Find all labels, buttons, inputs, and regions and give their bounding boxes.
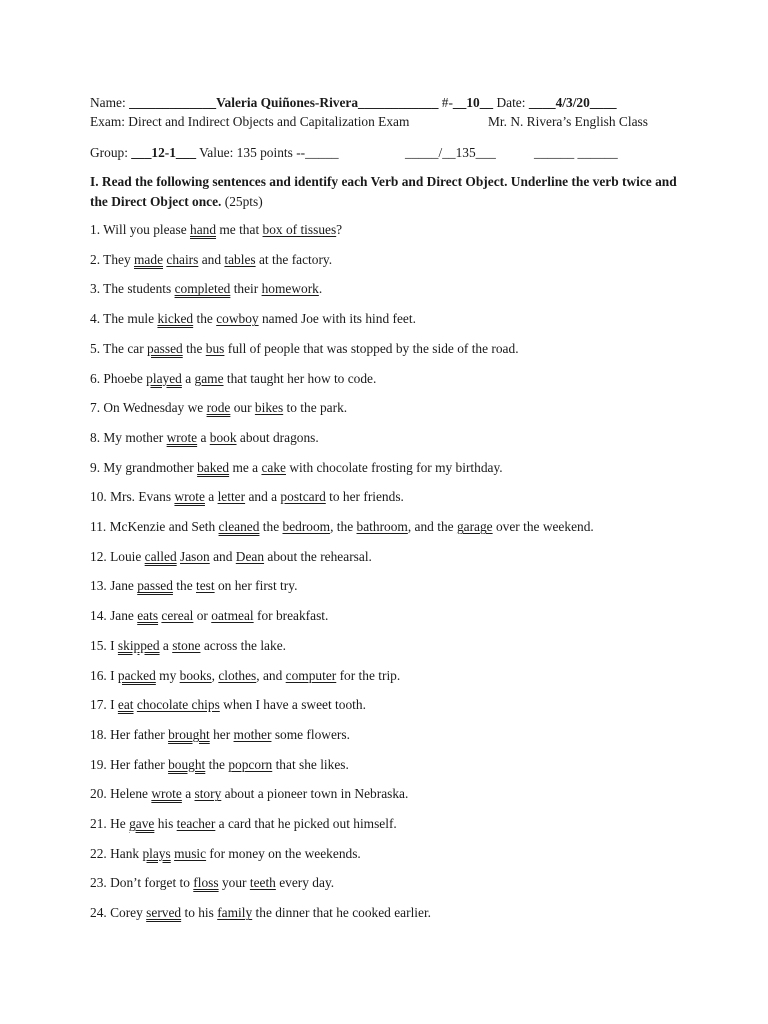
extra-blanks: ______ ______ [534,145,618,160]
question-item [90,371,376,387]
question-item [90,341,519,357]
sentence-text: a [197,429,210,445]
verb-answer: rode [206,400,231,416]
question-item [90,727,350,743]
sentence-text: 15. I [90,637,118,653]
sentence-text: his [154,816,177,831]
name-line [90,95,617,111]
sentence-text: a [204,489,218,505]
question-item [90,578,297,594]
sentence-text: to her friends. [325,489,404,505]
direct-object-answer: cake [261,459,286,475]
sentence-text: 7. On Wednesday we [90,400,207,416]
sentence-text: 16. I [90,667,118,683]
sentence-text: 11. McKenzie and Seth [90,519,219,534]
verb-answer: floss [193,875,219,891]
verb-answer: played [146,370,182,386]
sentence-text: that taught her how to code. [223,370,377,386]
sentence-text: to the park. [283,400,348,416]
class-name: Mr. N. Rivera’s English Class [488,114,648,129]
verb-answer: hand [190,222,217,237]
direct-object-answer: story [194,786,222,802]
number-label: #- [441,95,453,110]
direct-object-answer: chocolate chips [136,697,220,713]
sentence-text: for the trip. [336,667,401,683]
score-total: __135___ [442,145,496,160]
sentence-text: some flowers. [271,726,350,742]
sentence-text: full of people that was stopped by the side of the road. [224,340,519,356]
direct-object-answer: books [179,667,212,683]
verb-answer: baked [197,459,230,475]
sentence-text: 9. My grandmother [90,459,198,475]
verb-answer: gave [129,816,155,831]
score-blank: _____/ [405,145,443,160]
exam-date: ____4/3/20____ [528,95,617,110]
verb-answer: wrote [174,489,205,505]
verb-answer: packed [117,667,156,683]
direct-object-answer: family [217,905,253,921]
direct-object-answer: chairs [166,251,199,267]
group-label: Group: [90,145,128,160]
direct-object-answer: clothes [218,667,257,683]
sentence-text: across the lake. [200,637,286,653]
sentence-text: 13. Jane [90,578,138,594]
sentence-text: 1. Will you please [90,222,190,237]
direct-object-answer: bikes [254,400,284,416]
sentence-text: a [181,786,195,802]
sentence-text: , the [330,519,357,534]
verb-answer: called [144,548,177,564]
direct-object-answer: game [194,370,224,386]
group-value: ___12-1___ [131,145,197,160]
verb-answer: kicked [157,311,194,327]
verb-answer: plays [142,845,171,861]
sentence-text: 3. The students [90,281,175,297]
question-item [90,697,366,713]
verb-answer: wrote [151,786,182,802]
sentence-text: 19. Her father [90,756,169,772]
group-line [90,145,339,161]
direct-object-answer: garage [456,519,493,534]
sentence-text: me a [229,459,262,475]
verb-answer: served [146,905,182,921]
student-number: __10__ [452,95,494,110]
sentence-text: 14. Jane [90,608,138,624]
sentence-text: , [211,667,219,683]
sentence-text: 4. The mule [90,311,158,327]
question-item [90,430,319,446]
question-item [90,638,286,654]
question-item [90,489,404,505]
verb-answer: wrote [166,429,198,445]
direct-object-answer: bus [205,340,225,356]
verb-answer: passed [147,340,183,356]
question-item [90,875,334,891]
verb-answer: bought [168,756,206,772]
sentence-text: on her first try. [214,578,298,594]
sentence-text: the [193,311,217,327]
sentence-text: with chocolate frosting for my birthday. [285,459,503,475]
direct-object-answer: oatmeal [211,608,254,624]
student-name: _____________Valeria Quiñones-Rivera____________ [129,95,439,110]
question-item [90,786,408,802]
sentence-text: the [172,578,196,594]
sentence-text: the [182,340,206,356]
sentence-text: 24. Corey [90,905,147,921]
sentence-text: a [159,637,173,653]
direct-object-answer: letter [217,489,246,505]
sentence-text: , and the [407,519,457,534]
sentence-text: the dinner that he cooked earlier. [252,905,432,921]
sentence-text: or [193,608,212,624]
sentence-text: and a [245,489,281,505]
direct-object-answer: teeth [249,875,276,891]
question-item [90,608,328,624]
section-instructions [90,172,690,212]
sentence-text: . [318,281,323,297]
sentence-text: to his [181,905,218,921]
sentence-text: 6. Phoebe [90,370,147,386]
direct-object-answer: popcorn [228,756,273,772]
sentence-text: 18. Her father [90,726,169,742]
direct-object-answer: teacher [176,816,216,831]
sentence-text: your [218,875,250,891]
direct-object-answer: box of tissues [262,222,337,237]
verb-answer: skipped [117,637,160,653]
question-item [90,668,400,684]
direct-object-answer: computer [285,667,337,683]
question-item [90,311,416,327]
sentence-text: 12. Louie [90,548,145,564]
verb-answer: eats [137,608,159,624]
sentence-text: a [181,370,195,386]
sentence-text: 21. He [90,816,130,831]
question-item [90,281,322,297]
direct-object-answer: bathroom [356,519,408,534]
direct-object-answer: homework [261,281,319,297]
sentence-text: and [198,251,225,267]
sentence-text: 23. Don’t forget to [90,875,194,891]
sentence-text: over the weekend. [492,519,594,534]
sentence-text: about the rehearsal. [264,548,372,564]
name-label: Name: [90,95,126,110]
question-item [90,222,342,238]
verb-answer: made [134,251,164,267]
question-item [90,846,361,862]
sentence-text: their [230,281,262,297]
direct-object-answer: music [174,845,207,861]
sentence-text: every day. [275,875,335,891]
direct-object-answer: stone [172,637,201,653]
sentence-text: 17. I [90,697,118,713]
sentence-text: the [205,756,229,772]
value-label: Value: 135 points --_____ [199,145,339,160]
sentence-text: 2. They [90,251,135,267]
instructions-text: I. Read the following sentences and identify each Verb and Direct Object. Underline the verb twice and the Direct Object once. [90,174,677,209]
question-item [90,816,397,832]
sentence-text: our [230,400,255,416]
direct-object-answer: book [209,429,237,445]
date-label: Date: [496,95,526,110]
sentence-text: about a pioneer town in Nebraska. [221,786,409,802]
question-item [90,252,332,268]
question-item [90,549,372,565]
sentence-text: 5. The car [90,340,148,356]
direct-object-answer: mother [233,726,272,742]
sentence-text: and [209,548,236,564]
sentence-text: for breakfast. [253,608,329,624]
direct-object-answer: postcard [280,489,326,505]
sentence-text: her [209,726,234,742]
direct-object-answer: cereal [161,608,194,624]
question-item [90,400,347,416]
direct-object-answer: bedroom [282,519,331,534]
sentence-text: 22. Hank [90,845,143,861]
question-item [90,905,431,921]
exam-title: Exam: Direct and Indirect Objects and Capitalization Exam [90,114,410,129]
direct-object-answer: tables [224,251,256,267]
sentence-text: 10. Mrs. Evans [90,489,175,505]
sentence-text: 8. My mother [90,429,167,445]
sentence-text: 20. Helene [90,786,152,802]
score-line [405,145,496,161]
question-item [90,519,594,535]
direct-object-answer: Jason [180,548,210,564]
sentence-text: ? [336,222,343,237]
verb-answer: passed [137,578,173,594]
sentence-text: the [259,519,283,534]
sentence-text: named Joe with its hind feet. [258,311,416,327]
sentence-text: when I have a sweet tooth. [219,697,366,713]
sentence-text: a card that he picked out himself. [215,816,397,831]
sentence-text: my [155,667,180,683]
question-item [90,757,349,773]
direct-object-answer: test [196,578,215,594]
direct-object-answer: Dean [235,548,265,564]
instructions-points: (25pts) [224,194,263,209]
verb-answer: brought [168,726,210,742]
verb-answer: cleaned [218,519,260,534]
sentence-text: that she likes. [272,756,349,772]
verb-answer: eat [117,697,134,713]
sentence-text: at the factory. [255,251,333,267]
sentence-text: for money on the weekends. [206,845,361,861]
sentence-text: about dragons. [236,429,319,445]
sentence-text: , and [256,667,286,683]
direct-object-answer: cowboy [216,311,259,327]
sentence-text: me that [216,222,263,237]
verb-answer: completed [174,281,231,297]
question-item [90,460,503,476]
